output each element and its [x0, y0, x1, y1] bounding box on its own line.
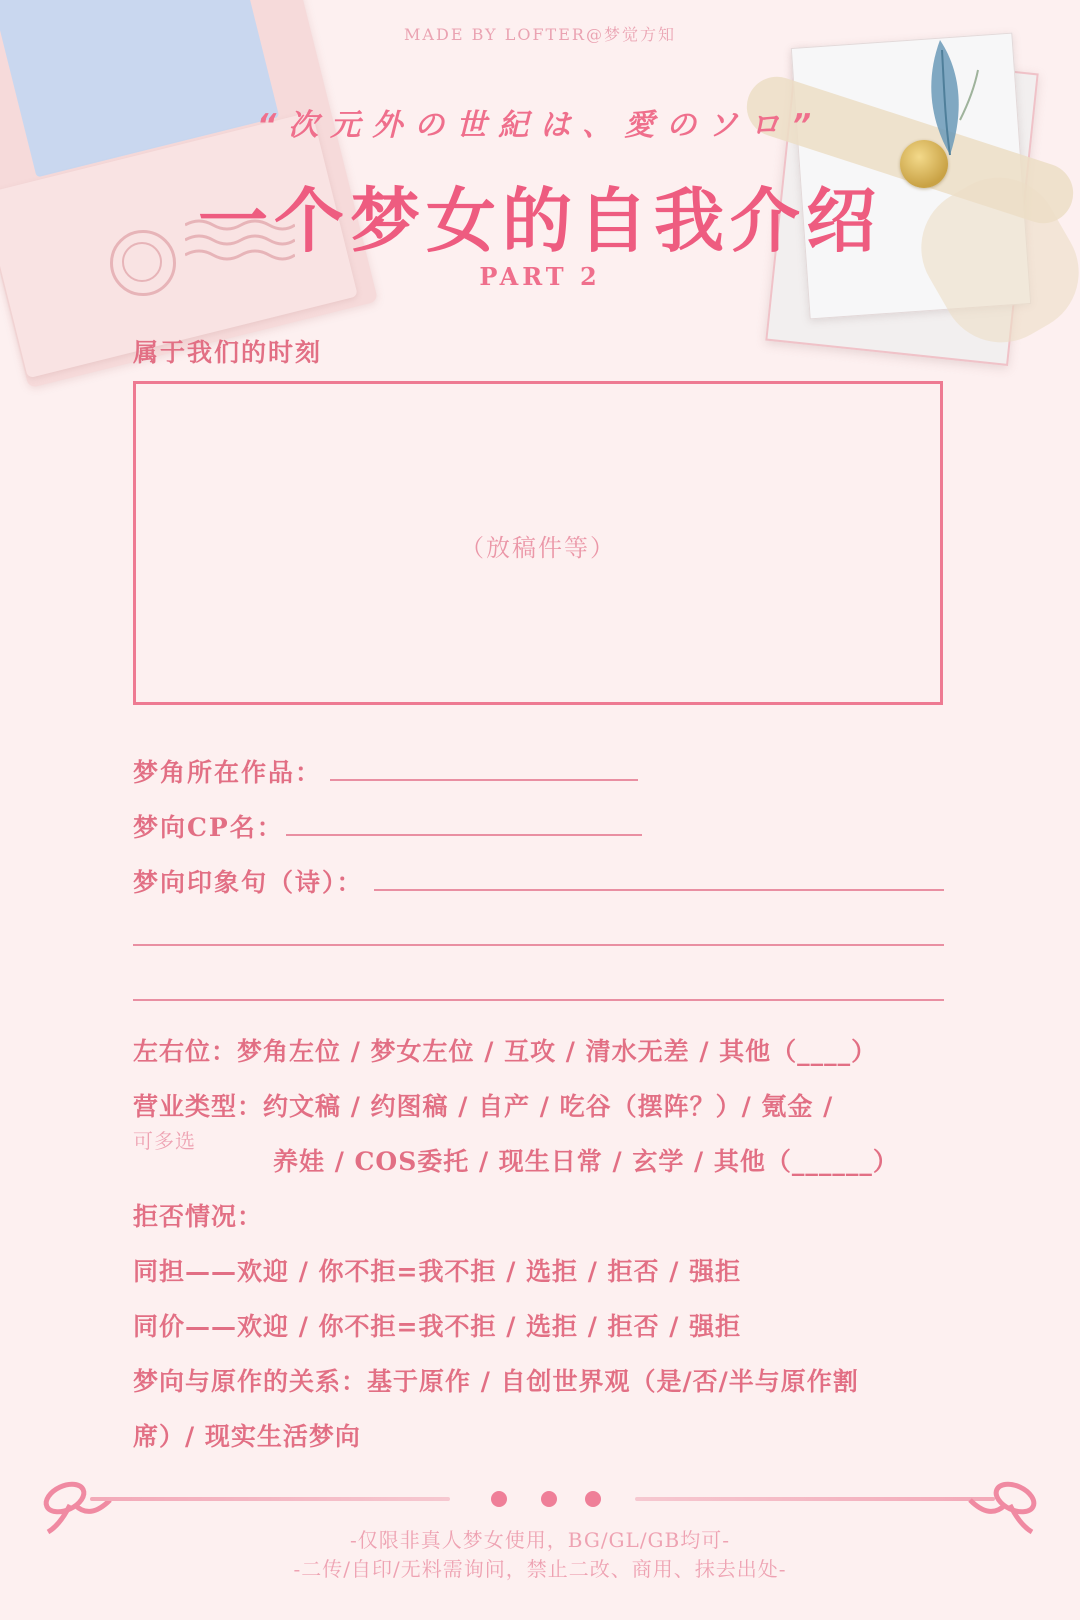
- relation-options-line-2: 席）/ 现实生活梦向: [133, 1422, 361, 1451]
- position-options: 左右位：梦角左位 / 梦女左位 / 互攻 / 清水无差 / 其他（____）: [133, 1037, 878, 1066]
- dot-icon: [491, 1491, 507, 1507]
- impression-label: 梦向印象句（诗）：: [133, 868, 364, 897]
- ribbon-line-right: [635, 1497, 995, 1501]
- impression-field-line-3[interactable]: [133, 999, 944, 1001]
- dot-icon: [541, 1491, 557, 1507]
- refusal-same-jia: 同价——欢迎 / 你不拒=我不拒 / 选拒 / 拒否 / 强拒: [133, 1312, 742, 1341]
- part-label: PART 2: [479, 262, 601, 291]
- relation-options-line-1: 梦向与原作的关系：基于原作 / 自创世界观（是/否/半与原作割: [133, 1367, 859, 1396]
- work-label: 梦角所在作品：: [133, 758, 323, 787]
- cp-name-label: 梦向CP名：: [133, 813, 284, 842]
- footer-license-note: -二传/自印/无料需询问，禁止二改、商用、抹去出处-: [293, 1557, 787, 1581]
- business-options-line-2: 养娃 / COS委托 / 现生日常 / 玄学 / 其他（______）: [273, 1147, 899, 1176]
- refusal-label: 拒否情况：: [133, 1202, 264, 1231]
- credit-text: MADE BY LOFTER@梦觉方知: [404, 25, 676, 44]
- refusal-same-dan: 同担——欢迎 / 你不拒=我不拒 / 选拒 / 拒否 / 强拒: [133, 1257, 742, 1286]
- work-field[interactable]: [330, 779, 638, 781]
- page-title: 一个梦女的自我介绍: [198, 180, 882, 262]
- subtitle: “次元外の世紀は、愛のソロ”: [256, 108, 824, 143]
- footer-usage-note: -仅限非真人梦女使用，BG/GL/GB均可-: [350, 1528, 730, 1552]
- multi-select-hint: 可多选: [133, 1129, 196, 1153]
- artwork-placeholder: （放稿件等）: [460, 534, 616, 562]
- impression-field[interactable]: [374, 889, 944, 891]
- cp-name-field[interactable]: [286, 834, 642, 836]
- dot-icon: [585, 1491, 601, 1507]
- impression-field-line-2[interactable]: [133, 944, 944, 946]
- business-options-line-1: 营业类型：约文稿 / 约图稿 / 自产 / 吃谷（摆阵？）/ 氪金 /: [133, 1092, 834, 1121]
- moment-label: 属于我们的时刻: [133, 338, 323, 367]
- ribbon-line-left: [90, 1497, 450, 1501]
